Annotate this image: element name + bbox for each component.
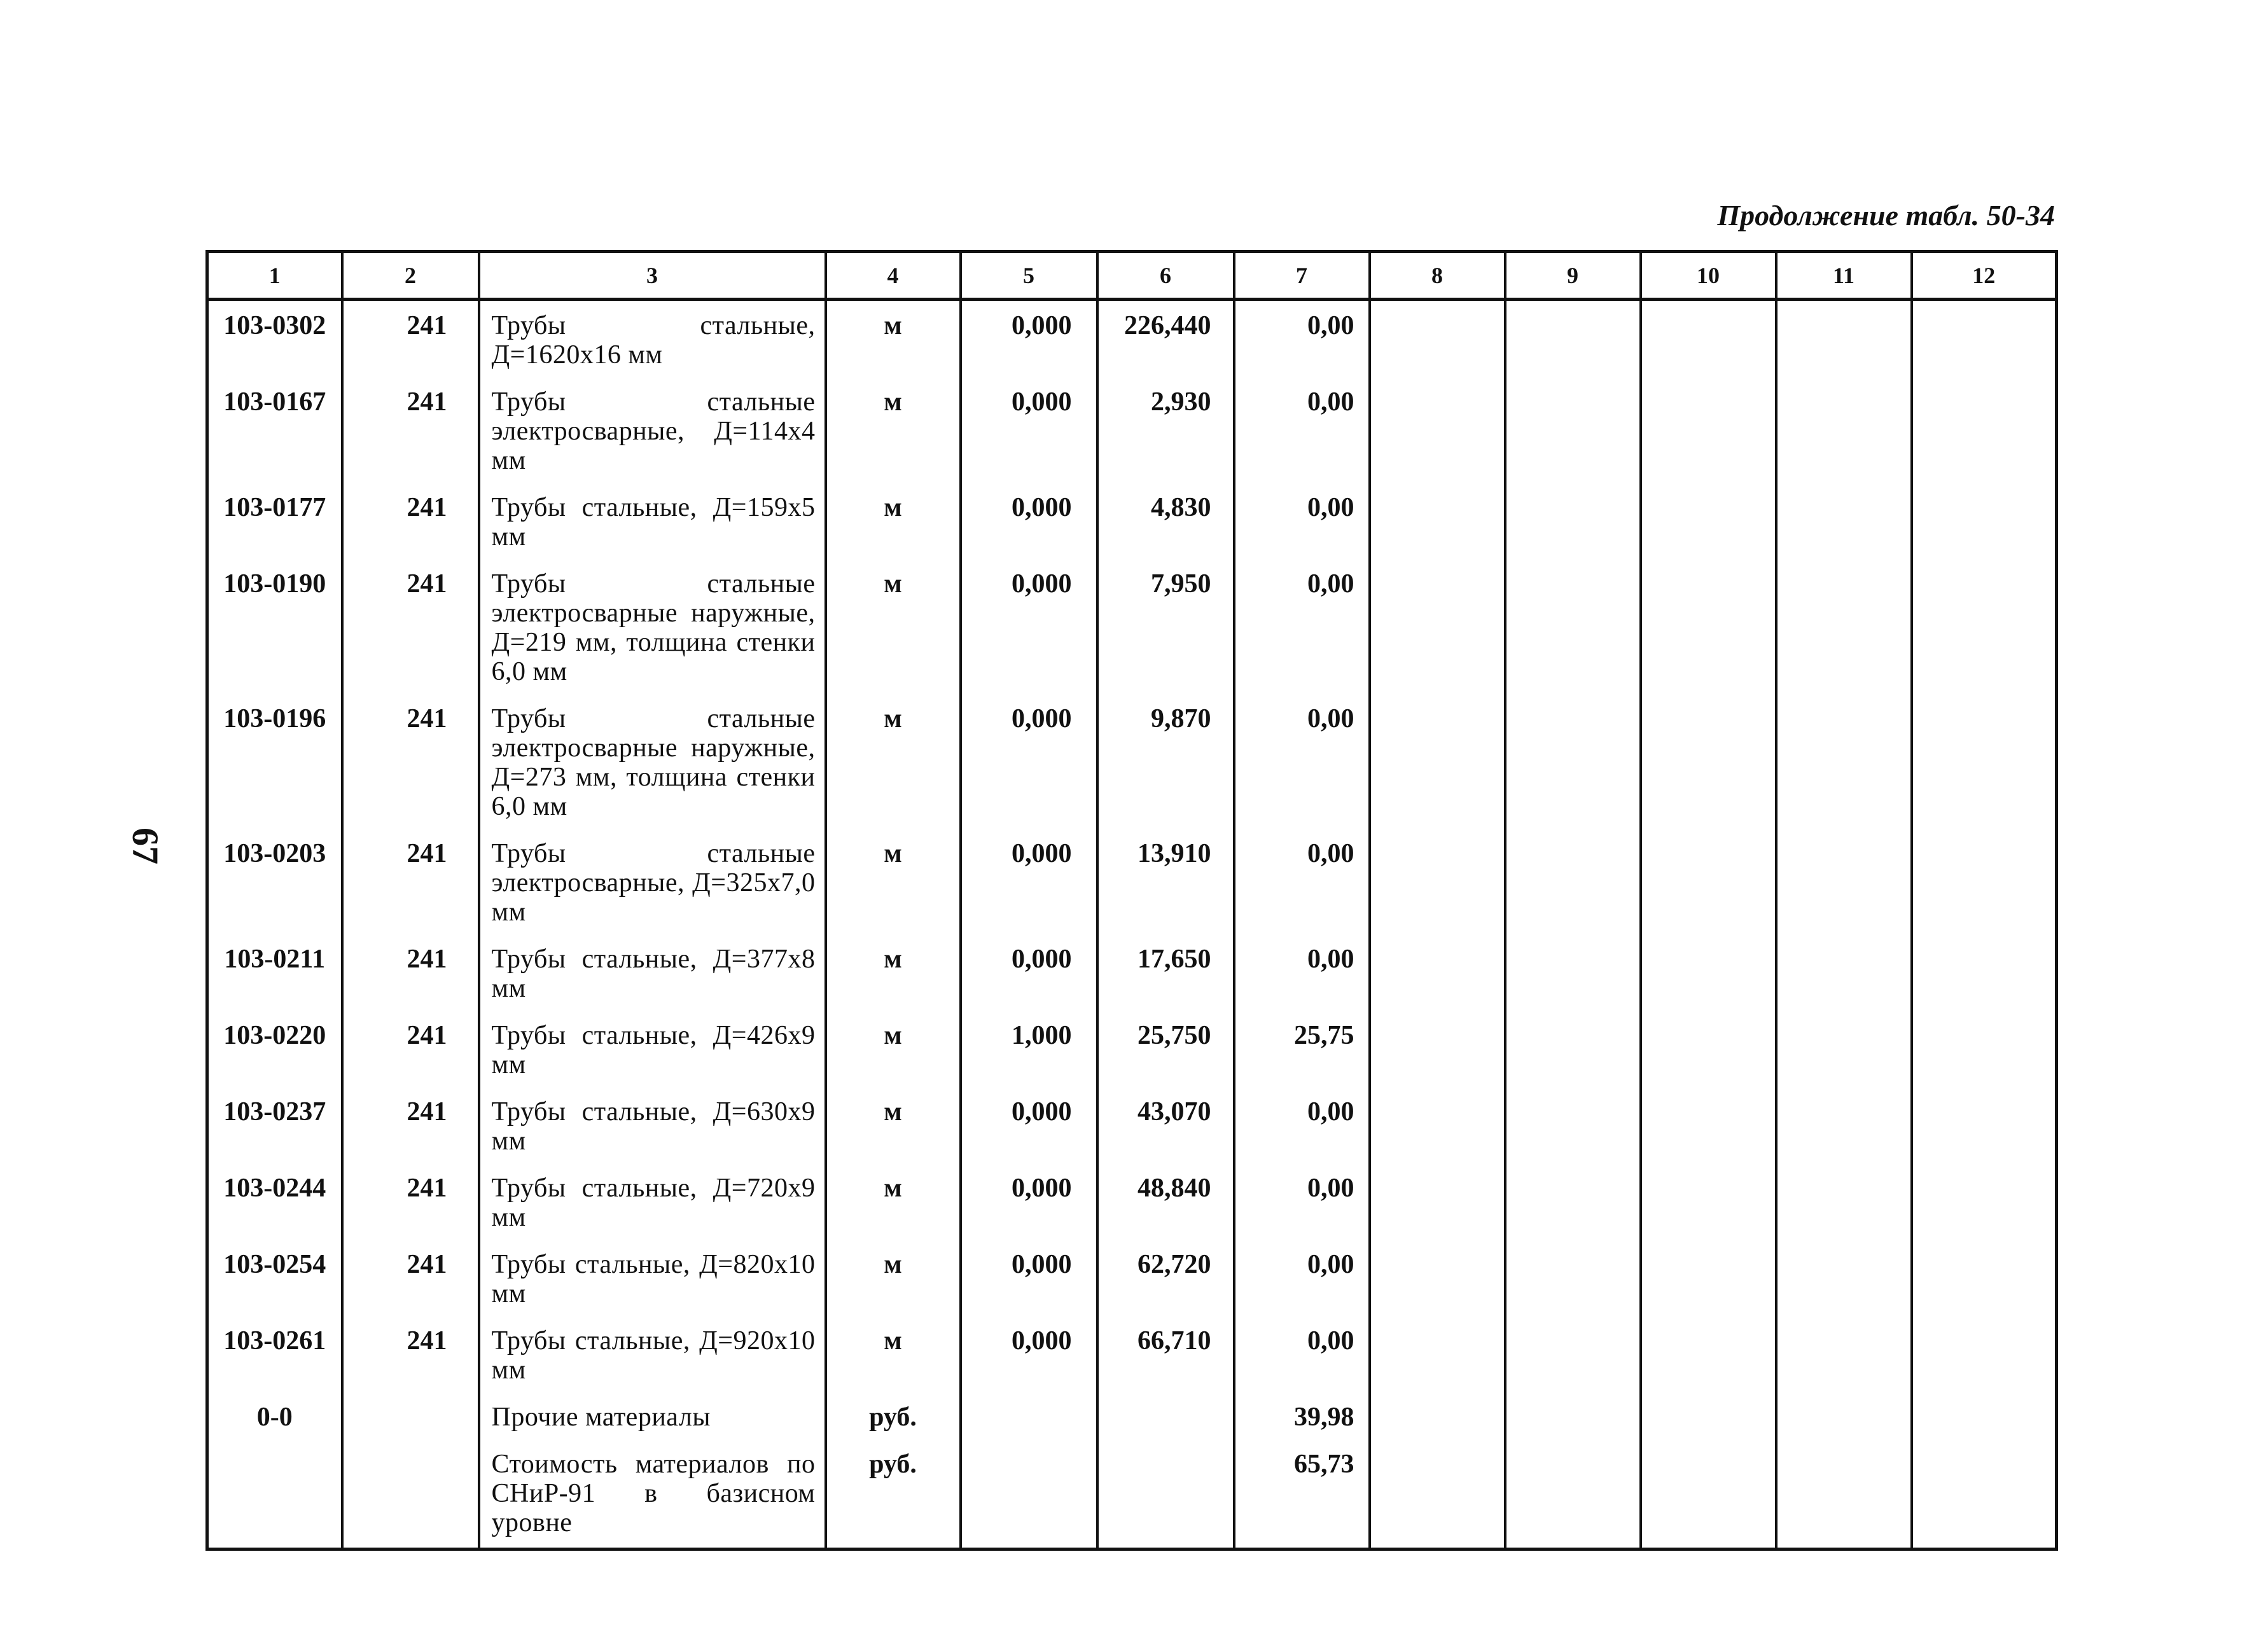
empty-cell [1641,690,1776,825]
col5-value: 0,000 [961,1236,1097,1312]
empty-cell [1912,1236,2057,1312]
col6-value: 25,750 [1097,1007,1234,1083]
empty-cell [1370,479,1505,555]
item-unit: м [826,373,961,479]
col5-value: 0,000 [961,1160,1097,1236]
empty-cell [1505,1389,1641,1436]
empty-cell [1776,1236,1912,1312]
col2-value: 241 [342,373,479,479]
col2-value [342,1436,479,1549]
empty-cell [1505,479,1641,555]
item-code: 103-0220 [207,1007,342,1083]
empty-cell [1776,1436,1912,1549]
item-name: Трубы стальные, Д=377х8 мм [479,931,826,1007]
item-code: 103-0190 [207,555,342,690]
col2-value: 241 [342,1236,479,1312]
col5-value [961,1389,1097,1436]
col5-value: 0,000 [961,931,1097,1007]
col6-value: 7,950 [1097,555,1234,690]
item-code: 103-0302 [207,300,342,374]
col7-value: 0,00 [1234,1236,1370,1312]
empty-cell [1776,300,1912,374]
col2-value: 241 [342,555,479,690]
col2-value: 241 [342,300,479,374]
column-header: 10 [1641,252,1776,300]
item-unit: м [826,555,961,690]
item-unit: руб. [826,1436,961,1549]
table-row [207,1083,2057,1160]
empty-cell [1505,1436,1641,1549]
item-code: 103-0167 [207,373,342,479]
item-name: Трубы стальные, Д=820х10 мм [479,1236,826,1312]
empty-cell [1776,1083,1912,1160]
empty-cell [1776,555,1912,690]
col7-value: 0,00 [1234,690,1370,825]
col5-value: 0,000 [961,690,1097,825]
item-unit: м [826,1007,961,1083]
empty-cell [1370,931,1505,1007]
col6-value: 66,710 [1097,1312,1234,1389]
empty-cell [1912,1160,2057,1236]
column-header: 12 [1912,252,2057,300]
empty-cell [1370,690,1505,825]
col5-value [961,1436,1097,1549]
empty-cell [1912,373,2057,479]
item-unit: м [826,1160,961,1236]
empty-cell [1641,1236,1776,1312]
empty-cell [1505,1312,1641,1389]
item-code: 103-0244 [207,1160,342,1236]
item-name: Трубы стальные, Д=920х10 мм [479,1312,826,1389]
empty-cell [1370,300,1505,374]
empty-cell [1641,479,1776,555]
col7-value: 0,00 [1234,1160,1370,1236]
col2-value: 241 [342,1160,479,1236]
empty-cell [1641,300,1776,374]
empty-cell [1776,1160,1912,1236]
item-name: Трубы стальные, Д=1620х16 мм [479,300,826,374]
col6-value [1097,1389,1234,1436]
empty-cell [1641,555,1776,690]
item-name: Трубы стальные электросварные, Д=325х7,0 мм [479,825,826,931]
empty-cell [1641,931,1776,1007]
table-row [207,1236,2057,1312]
table-row [207,1312,2057,1389]
empty-cell [1912,1312,2057,1389]
page-number: 67 [125,828,166,864]
item-name: Трубы стальные, Д=720х9 мм [479,1160,826,1236]
empty-cell [1370,1160,1505,1236]
empty-cell [1912,825,2057,931]
empty-cell [1912,479,2057,555]
table-row [207,1436,2057,1549]
empty-cell [1370,825,1505,931]
empty-cell [1505,1236,1641,1312]
empty-cell [1370,1389,1505,1436]
empty-cell [1641,825,1776,931]
item-code: 103-0237 [207,1083,342,1160]
col7-value: 0,00 [1234,931,1370,1007]
col7-value: 25,75 [1234,1007,1370,1083]
col7-value: 0,00 [1234,1312,1370,1389]
empty-cell [1505,373,1641,479]
col7-value: 0,00 [1234,825,1370,931]
empty-cell [1912,1083,2057,1160]
item-name: Трубы стальные электросварные, Д=114х4 мм [479,373,826,479]
empty-cell [1912,690,2057,825]
empty-cell [1776,931,1912,1007]
empty-cell [1641,1312,1776,1389]
item-code: 103-0196 [207,690,342,825]
empty-cell [1776,1007,1912,1083]
table-row [207,931,2057,1007]
empty-cell [1370,1236,1505,1312]
empty-cell [1505,931,1641,1007]
col2-value [342,1389,479,1436]
col5-value: 0,000 [961,300,1097,374]
table-caption: Продолжение табл. 50-34 [1717,199,2055,232]
col2-value: 241 [342,931,479,1007]
col6-value: 43,070 [1097,1083,1234,1160]
empty-cell [1370,373,1505,479]
empty-cell [1776,1312,1912,1389]
col2-value: 241 [342,479,479,555]
empty-cell [1505,825,1641,931]
table-row [207,825,2057,931]
item-code: 103-0261 [207,1312,342,1389]
empty-cell [1776,479,1912,555]
col2-value: 241 [342,825,479,931]
empty-cell [1776,825,1912,931]
table-row [207,1160,2057,1236]
item-unit: м [826,825,961,931]
empty-cell [1912,931,2057,1007]
column-header: 2 [342,252,479,300]
col2-value: 241 [342,1312,479,1389]
empty-cell [1641,373,1776,479]
item-name: Стоимость материалов по СНиР-91 в базисном уровне [479,1436,826,1549]
col6-value: 48,840 [1097,1160,1234,1236]
empty-cell [1505,1007,1641,1083]
empty-cell [1505,690,1641,825]
col7-value: 0,00 [1234,479,1370,555]
column-header: 6 [1097,252,1234,300]
table-row [207,690,2057,825]
col2-value: 241 [342,1083,479,1160]
empty-cell [1776,373,1912,479]
empty-cell [1912,1007,2057,1083]
header-row [207,252,2057,300]
item-code: 103-0203 [207,825,342,931]
item-code: 0-0 [207,1389,342,1436]
col6-value: 226,440 [1097,300,1234,374]
item-name: Трубы стальные электросварные наружные, Д=273 мм, толщина стенки 6,0 мм [479,690,826,825]
empty-cell [1370,1007,1505,1083]
col5-value: 0,000 [961,555,1097,690]
empty-cell [1370,1436,1505,1549]
item-unit: м [826,300,961,374]
empty-cell [1505,1083,1641,1160]
item-unit: м [826,931,961,1007]
empty-cell [1370,1312,1505,1389]
item-unit: м [826,1236,961,1312]
column-header: 11 [1776,252,1912,300]
empty-cell [1641,1007,1776,1083]
empty-cell [1641,1389,1776,1436]
item-unit: м [826,479,961,555]
item-code: 103-0211 [207,931,342,1007]
col7-value: 0,00 [1234,300,1370,374]
item-code: 103-0254 [207,1236,342,1312]
col5-value: 1,000 [961,1007,1097,1083]
table-row [207,300,2057,374]
item-name: Трубы стальные, Д=426х9 мм [479,1007,826,1083]
col6-value: 17,650 [1097,931,1234,1007]
empty-cell [1505,300,1641,374]
item-name: Трубы стальные электросварные наружные, Д=219 мм, толщина стенки 6,0 мм [479,555,826,690]
empty-cell [1641,1160,1776,1236]
col7-value: 0,00 [1234,373,1370,479]
col5-value: 0,000 [961,1083,1097,1160]
col2-value: 241 [342,1007,479,1083]
item-unit: руб. [826,1389,961,1436]
item-code [207,1436,342,1549]
column-header: 5 [961,252,1097,300]
column-header: 9 [1505,252,1641,300]
empty-cell [1912,1389,2057,1436]
item-unit: м [826,690,961,825]
empty-cell [1505,555,1641,690]
col7-value: 0,00 [1234,1083,1370,1160]
empty-cell [1912,300,2057,374]
item-name: Трубы стальные, Д=630х9 мм [479,1083,826,1160]
column-header: 7 [1234,252,1370,300]
empty-cell [1505,1160,1641,1236]
col7-value: 65,73 [1234,1436,1370,1549]
table-row [207,1389,2057,1436]
empty-cell [1370,555,1505,690]
col6-value: 2,930 [1097,373,1234,479]
empty-cell [1641,1083,1776,1160]
table-row [207,555,2057,690]
col5-value: 0,000 [961,825,1097,931]
empty-cell [1912,1436,2057,1549]
materials-table [205,250,2058,1551]
item-code: 103-0177 [207,479,342,555]
column-header: 4 [826,252,961,300]
empty-cell [1912,555,2057,690]
empty-cell [1776,690,1912,825]
item-unit: м [826,1312,961,1389]
table-body [207,300,2057,1549]
col2-value: 241 [342,690,479,825]
table-row [207,1007,2057,1083]
empty-cell [1776,1389,1912,1436]
empty-cell [1370,1083,1505,1160]
item-unit: м [826,1083,961,1160]
col5-value: 0,000 [961,1312,1097,1389]
table-row [207,479,2057,555]
col6-value: 9,870 [1097,690,1234,825]
column-header: 8 [1370,252,1505,300]
col6-value: 4,830 [1097,479,1234,555]
col5-value: 0,000 [961,373,1097,479]
col6-value: 62,720 [1097,1236,1234,1312]
item-name: Трубы стальные, Д=159х5 мм [479,479,826,555]
col6-value [1097,1436,1234,1549]
col7-value: 0,00 [1234,555,1370,690]
column-header: 1 [207,252,342,300]
col7-value: 39,98 [1234,1389,1370,1436]
empty-cell [1641,1436,1776,1549]
item-name: Прочие материалы [479,1389,826,1436]
column-header: 3 [479,252,826,300]
col5-value: 0,000 [961,479,1097,555]
col6-value: 13,910 [1097,825,1234,931]
table-row [207,373,2057,479]
